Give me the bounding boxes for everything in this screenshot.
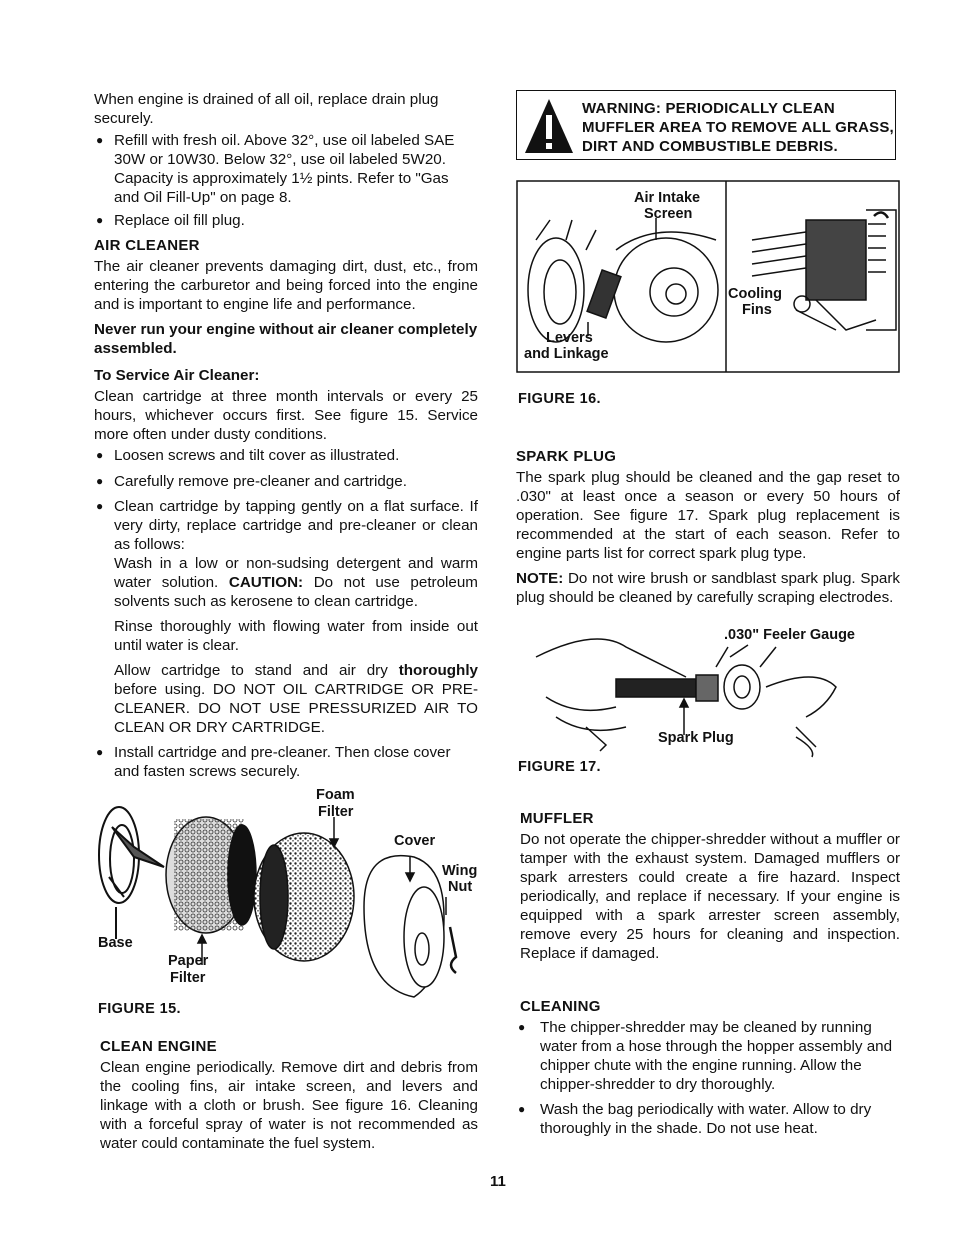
foam-filter-label: Filter — [318, 804, 354, 820]
foam-label: Foam — [316, 787, 355, 803]
air-cleaner-warning: Never run your engine without air cleaner completely assembled. — [94, 321, 478, 357]
paper-filter-label: Filter — [170, 970, 206, 986]
clean-engine-text: Clean engine periodically. Remove dirt and debris from the cooling fins, air intake screen, and levers and linkage with a cloth or brush. See figure 16. Cleaning with a forceful spray of water is not recommended as water could contaminate the fuel system. — [100, 1059, 478, 1152]
cleaning-heading: CLEANING — [520, 998, 601, 1015]
page-number: 11 — [490, 1173, 506, 1190]
drain-plug-text: When engine is drained of all oil, replace drain plug securely. — [94, 91, 439, 127]
figure-15 — [94, 787, 478, 1019]
fins-label: Fins — [742, 302, 772, 318]
air-dry-post: before using. DO NOT OIL CARTRIDGE OR PRE-CLEANER. DO NOT USE PRESSURIZED AIR TO CLEAN OR DRY CARTRIDGE. — [114, 681, 478, 736]
cleaning-bullet-hose: ● The chipper-shredder may be cleaned by running water from a hose through the hopper assembly and chipper chute with the engine running. Allow the chipper-shredder to dry thoroughly. — [516, 1018, 900, 1094]
figure-16-caption: FIGURE 16. — [518, 391, 601, 407]
screen-label: Screen — [644, 206, 693, 222]
note-label: NOTE: — [516, 570, 564, 587]
figure-17 — [516, 627, 900, 785]
base-label: Base — [98, 935, 133, 951]
figure-16 — [516, 180, 900, 412]
wash-text — [94, 554, 478, 611]
figure-17-caption: FIGURE 17. — [518, 759, 601, 775]
linkage-label: and Linkage — [524, 346, 609, 362]
wash-text-pre: Wash in a low or non-sudsing detergent and warm water solution. — [114, 555, 478, 591]
remove-cartridge-bullet: ● Carefully remove pre-cleaner and cartridge. — [94, 472, 478, 491]
rinse-text: Rinse thoroughly with flowing water from inside out until water is clear. — [114, 618, 478, 654]
air-cleaner-text: The air cleaner prevents damaging dirt, dust, etc., from entering the carburetor and being forced into the engine and is important to engine life and performance. — [94, 258, 478, 313]
air-cleaner-heading: AIR CLEANER — [94, 237, 200, 254]
cooling-label: Cooling — [728, 286, 782, 302]
right-column — [516, 180, 900, 1138]
loosen-screws-bullet: ● Loosen screws and tilt cover as illustrated. — [94, 446, 478, 465]
air-dry-bold: thoroughly — [398, 662, 478, 679]
left-column — [94, 90, 478, 1153]
warning-text: WARNING: PERIODICALLY CLEAN MUFFLER AREA TO REMOVE ALL GRASS, DIRT AND COMBUSTIBLE DEBRIS. — [582, 100, 894, 155]
wing-label: Wing — [442, 863, 478, 879]
warning-triangle-icon — [517, 91, 577, 161]
nut-label: Nut — [448, 879, 473, 895]
feeler-gauge-label: .030" Feeler Gauge — [724, 627, 855, 643]
muffler-text: Do not operate the chipper-shredder without a muffler or tamper with the exhaust system. Damaged mufflers or spark arresters could create a fire hazard. Inspect periodically, and replace if necessary. If your engine is equipped with a spark arrester screen assembly, remove every 25 hours for cleaning and inspection. Replace if damaged. — [520, 831, 900, 962]
air-dry-text — [94, 661, 478, 737]
refill-oil-bullet: ● Refill with fresh oil. Above 32°, use oil labeled SAE 30W or 10W30. Below 32°, use oil labeled 5W20. Capacity is approximately 1½ pints. Refer to "Gas and Oil Fill-Up" on page 8. — [94, 131, 478, 207]
clean-cartridge-bullet: ● Clean cartridge by tapping gently on a flat surface. If very dirty, replace cartridge and pre-cleaner or clean as follows: — [94, 497, 478, 554]
clean-engine-heading: CLEAN ENGINE — [100, 1038, 217, 1055]
spark-plug-text: The spark plug should be cleaned and the gap reset to .030" at least once a season or every 50 hours of operation. See figure 17. Spark plug replacement is recommended at the start of each season. Refer to engine parts list for correct spark plug type. — [516, 469, 900, 562]
air-cleaner-illustration — [94, 787, 494, 1019]
paper-label: Paper — [168, 953, 209, 969]
note-text: Do not wire brush or sandblast spark plug. Spark plug should be cleaned by carefully scraping electrodes. — [516, 570, 900, 606]
spark-plug-heading: SPARK PLUG — [516, 448, 617, 465]
cover-label: Cover — [394, 833, 436, 849]
warning-box — [516, 90, 896, 160]
install-cartridge-bullet: ● Install cartridge and pre-cleaner. Then close cover and fasten screws securely. — [94, 743, 478, 781]
levers-label: Levers — [546, 330, 593, 346]
service-heading: To Service Air Cleaner: — [94, 367, 260, 384]
air-dry-pre: Allow cartridge to stand and air dry — [114, 662, 388, 679]
figure-15-caption: FIGURE 15. — [98, 1001, 181, 1017]
air-intake-label: Air Intake — [634, 190, 701, 206]
spark-note — [516, 569, 900, 607]
spark-plug-label: Spark Plug — [658, 730, 734, 746]
muffler-heading: MUFFLER — [520, 810, 594, 827]
service-text: Clean cartridge at three month intervals or every 25 hours, whichever occurs first. See figure 15. Service more often under dusty conditions. — [94, 388, 478, 443]
cleaning-bullet-bag: ● Wash the bag periodically with water. Allow to dry thoroughly in the shade. Do not use heat. — [516, 1100, 900, 1138]
replace-plug-bullet: ● Replace oil fill plug. — [94, 211, 478, 230]
wash-text-post: Do not use petroleum solvents such as kerosene to clean cartridge. — [114, 574, 478, 610]
caution-label: CAUTION: — [228, 574, 304, 591]
